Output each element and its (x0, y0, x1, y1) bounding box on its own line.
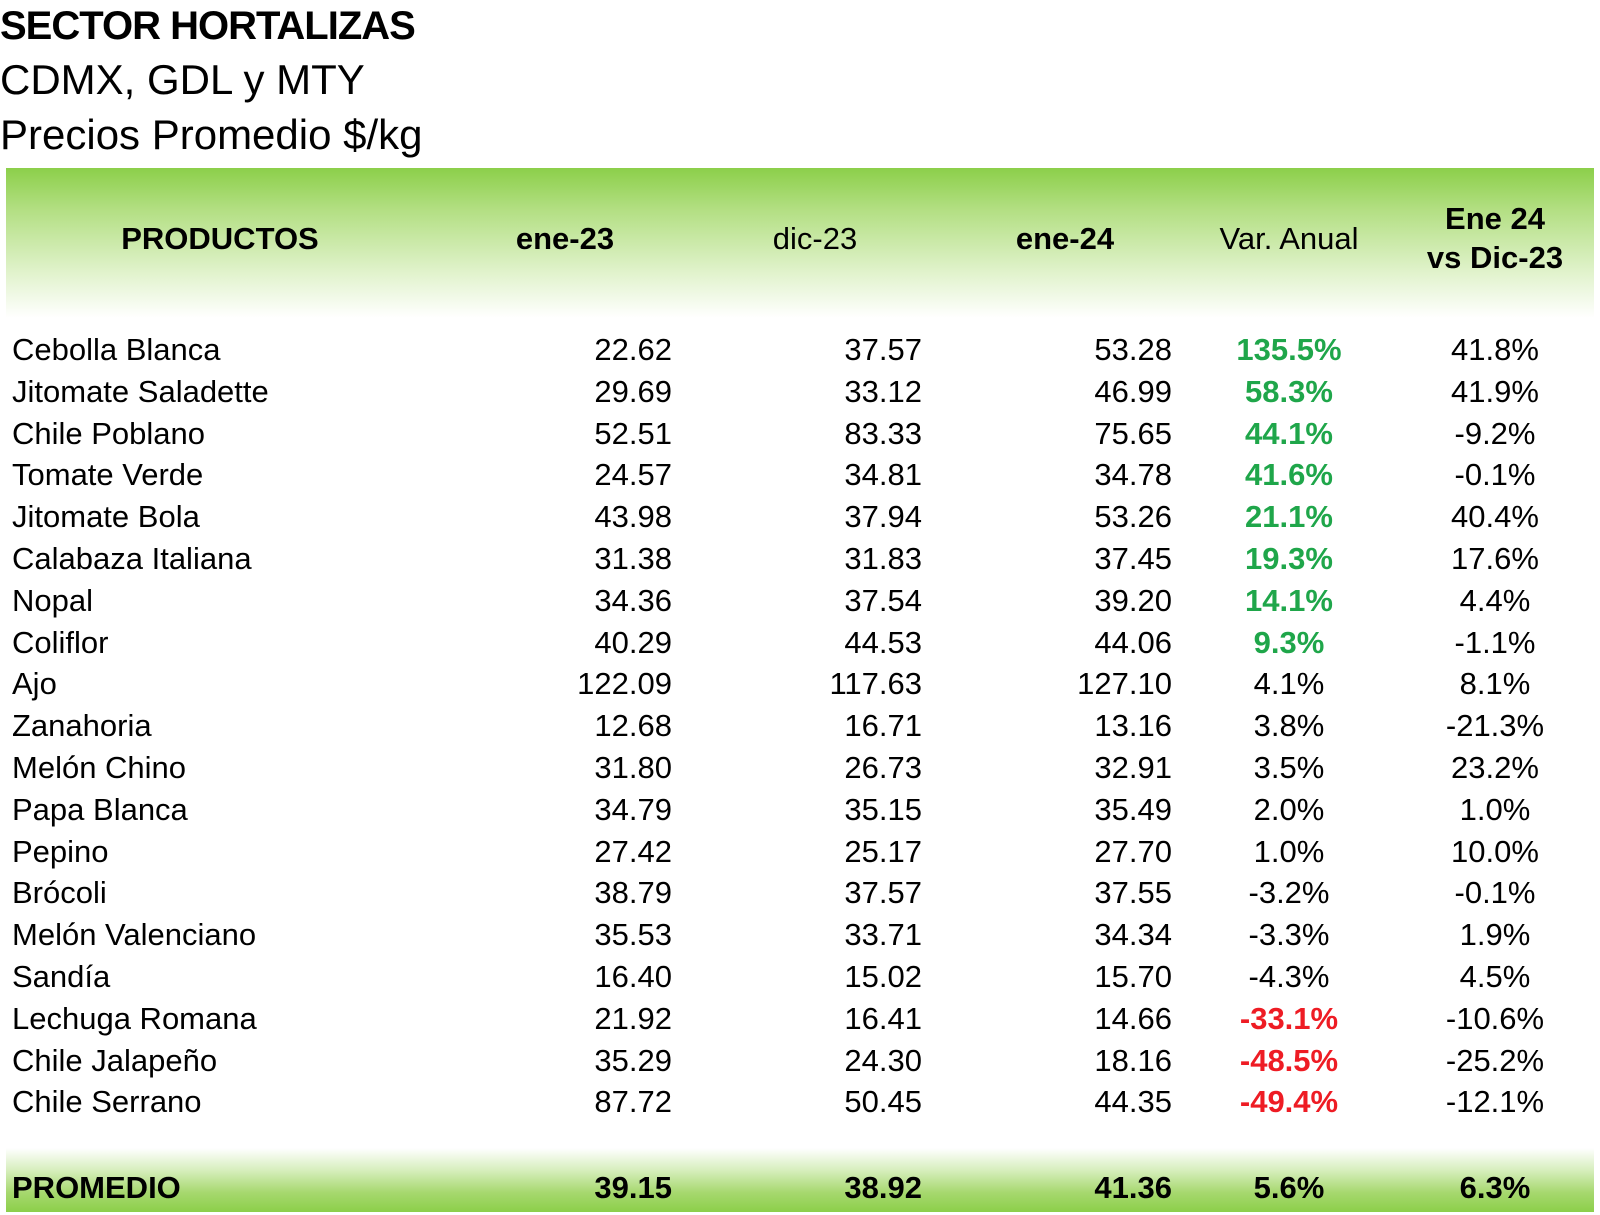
cell-product: Lechuga Romana (12, 1000, 257, 1036)
cell-product: Melón Chino (12, 750, 187, 785)
cell-dic-23: 31.83 (844, 541, 922, 576)
cell-dic-23: 16.71 (844, 708, 922, 744)
cell-ene24-vs-dic23: -0.1% (1454, 457, 1536, 493)
header-ene24-vs-dic23 (1390, 168, 1600, 310)
report-subtitle-cities: CDMX, GDL y MTY (0, 56, 365, 103)
cell-ene-23: 31.80 (594, 750, 672, 785)
cell-ene-24: 14.66 (1094, 1000, 1172, 1036)
footer-ene-23: 39.15 (594, 1170, 672, 1205)
cell-ene24-vs-dic23: 1.9% (1459, 917, 1531, 953)
cell-ene-23: 87.72 (594, 1084, 672, 1120)
cell-ene-24: 32.91 (1094, 750, 1172, 785)
cell-var-anual: 58.3% (1245, 373, 1333, 409)
header-ene-23: ene-23 (515, 220, 615, 256)
cell-var-anual: 14.1% (1245, 582, 1333, 618)
cell-ene-23: 34.36 (594, 582, 672, 618)
cell-ene-24: 53.28 (1094, 332, 1172, 367)
cell-dic-23: 37.94 (844, 499, 922, 535)
cell-var-anual: -33.1% (1239, 1000, 1339, 1036)
table-row (0, 495, 1600, 538)
cell-product: Tomate Verde (12, 457, 204, 493)
cell-ene24-vs-dic23: 23.2% (1451, 750, 1539, 785)
header-products: PRODUCTOS (121, 220, 319, 256)
cell-dic-23: 37.57 (844, 875, 922, 911)
cell-ene-24: 53.26 (1094, 499, 1172, 535)
cell-ene-24: 44.35 (1094, 1084, 1172, 1120)
table-row (0, 453, 1600, 496)
cell-ene-24: 27.70 (1094, 833, 1172, 869)
cell-ene-24: 44.06 (1094, 624, 1172, 660)
cell-dic-23: 25.17 (844, 833, 922, 869)
cell-var-anual: -3.2% (1248, 875, 1330, 911)
cell-dic-23: 117.63 (829, 666, 922, 702)
cell-ene-24: 127.10 (1077, 666, 1172, 702)
cell-var-anual: 2.0% (1253, 791, 1325, 827)
cell-ene24-vs-dic23: 4.5% (1459, 959, 1531, 994)
cell-ene-23: 35.53 (594, 917, 672, 953)
cell-dic-23: 50.45 (844, 1084, 922, 1120)
table-row (0, 1039, 1600, 1082)
cell-product: Ajo (12, 666, 57, 702)
cell-var-anual: 9.3% (1253, 624, 1325, 660)
cell-product: Jitomate Bola (12, 499, 200, 535)
report-title: SECTOR HORTALIZAS (0, 4, 415, 48)
cell-product: Brócoli (12, 875, 107, 911)
cell-ene-24: 39.20 (1094, 582, 1172, 618)
cell-product: Pepino (12, 833, 109, 869)
cell-product: Chile Poblano (12, 415, 206, 451)
cell-product: Coliflor (12, 624, 109, 660)
cell-ene-24: 35.49 (1094, 791, 1172, 827)
cell-dic-23: 33.71 (844, 917, 922, 953)
cell-product: Melón Valenciano (12, 917, 257, 953)
cell-ene-23: 12.68 (594, 708, 672, 744)
cell-ene24-vs-dic23: 41.9% (1451, 373, 1539, 409)
cell-product: Cebolla Blanca (12, 332, 221, 367)
cell-dic-23: 26.73 (844, 750, 922, 785)
table-row (0, 412, 1600, 455)
cell-product: Zanahoria (12, 708, 152, 744)
cell-ene24-vs-dic23: 40.4% (1451, 499, 1539, 535)
cell-ene-23: 29.69 (594, 373, 672, 409)
cell-ene-23: 35.29 (594, 1042, 672, 1078)
cell-ene-24: 37.55 (1094, 875, 1172, 911)
table-row (0, 579, 1600, 622)
table-row (0, 788, 1600, 831)
cell-ene-23: 31.38 (594, 541, 672, 576)
footer-var-anual: 5.6% (1253, 1170, 1325, 1205)
cell-ene-24: 34.34 (1094, 917, 1172, 953)
header-ene-24: ene-24 (1015, 220, 1115, 256)
cell-dic-23: 24.30 (844, 1042, 922, 1078)
cell-var-anual: 44.1% (1245, 415, 1333, 451)
cell-var-anual: 1.0% (1253, 833, 1325, 869)
cell-ene24-vs-dic23: 4.4% (1459, 582, 1531, 618)
table-row (0, 621, 1600, 664)
cell-ene24-vs-dic23: -1.1% (1454, 624, 1536, 660)
cell-ene-23: 43.98 (594, 499, 672, 535)
cell-var-anual: 41.6% (1245, 457, 1333, 493)
cell-var-anual: -4.3% (1248, 959, 1330, 994)
table-row (0, 871, 1600, 914)
cell-ene-23: 16.40 (594, 959, 672, 994)
header-vs-line2: vs Dic-23 (1426, 240, 1564, 275)
cell-ene-24: 15.70 (1094, 959, 1172, 994)
cell-product: Nopal (12, 582, 93, 618)
header-vs-line1: Ene 24 (1445, 201, 1545, 237)
cell-ene-23: 38.79 (594, 875, 672, 911)
cell-ene-24: 18.16 (1094, 1042, 1172, 1078)
cell-ene24-vs-dic23: 17.6% (1451, 541, 1539, 576)
cell-dic-23: 37.54 (844, 582, 922, 618)
cell-ene-23: 40.29 (594, 624, 672, 660)
cell-ene24-vs-dic23: -9.2% (1454, 415, 1536, 451)
cell-ene-23: 21.92 (594, 1000, 672, 1036)
cell-var-anual: -3.3% (1248, 917, 1330, 953)
cell-ene24-vs-dic23: -0.1% (1454, 875, 1536, 911)
cell-ene24-vs-dic23: -21.3% (1445, 708, 1545, 744)
cell-dic-23: 34.81 (844, 457, 922, 493)
table-row (0, 537, 1600, 580)
cell-ene24-vs-dic23: -25.2% (1445, 1042, 1545, 1078)
cell-var-anual: -48.5% (1239, 1042, 1339, 1078)
cell-ene24-vs-dic23: 1.0% (1459, 791, 1531, 827)
cell-var-anual: -49.4% (1239, 1084, 1339, 1120)
cell-dic-23: 33.12 (844, 373, 922, 409)
table-row (0, 997, 1600, 1040)
cell-ene-23: 27.42 (594, 833, 672, 869)
cell-var-anual: 135.5% (1236, 332, 1342, 367)
table-row (0, 662, 1600, 705)
cell-var-anual: 4.1% (1253, 666, 1325, 702)
header-var-anual: Var. Anual (1219, 220, 1359, 256)
cell-ene-23: 122.09 (577, 666, 672, 702)
footer-dic-23: 38.92 (844, 1170, 922, 1205)
cell-var-anual: 3.5% (1253, 750, 1325, 785)
cell-ene24-vs-dic23: 8.1% (1459, 666, 1531, 702)
table-row (0, 913, 1600, 956)
cell-product: Calabaza Italiana (12, 541, 252, 576)
cell-var-anual: 19.3% (1245, 541, 1333, 576)
cell-ene-23: 24.57 (594, 457, 672, 493)
table-row (0, 830, 1600, 873)
footer-label: PROMEDIO (12, 1170, 181, 1205)
cell-dic-23: 44.53 (844, 624, 922, 660)
cell-var-anual: 3.8% (1253, 708, 1325, 744)
cell-ene24-vs-dic23: -10.6% (1445, 1000, 1545, 1036)
cell-ene-24: 13.16 (1094, 708, 1172, 744)
cell-dic-23: 16.41 (844, 1000, 922, 1036)
cell-dic-23: 37.57 (844, 332, 922, 367)
cell-ene24-vs-dic23: 41.8% (1451, 332, 1539, 367)
cell-ene-24: 46.99 (1094, 373, 1172, 409)
cell-ene-23: 34.79 (594, 791, 672, 827)
cell-product: Jitomate Saladette (12, 373, 269, 409)
table-footer-row (0, 1166, 1600, 1209)
cell-product: Sandía (12, 959, 111, 994)
cell-dic-23: 35.15 (844, 791, 922, 827)
table-row (0, 328, 1600, 371)
table-row (0, 370, 1600, 413)
cell-ene-23: 22.62 (594, 332, 672, 367)
table-row (0, 955, 1600, 998)
footer-ene24-vs-dic23: 6.3% (1459, 1170, 1531, 1205)
cell-ene-24: 75.65 (1094, 415, 1172, 451)
cell-ene-23: 52.51 (594, 415, 672, 451)
cell-product: Chile Serrano (12, 1084, 202, 1120)
footer-ene-24: 41.36 (1094, 1170, 1172, 1205)
cell-ene-24: 37.45 (1094, 541, 1172, 576)
cell-ene-24: 34.78 (1094, 457, 1172, 493)
table-row (0, 1080, 1600, 1123)
cell-ene24-vs-dic23: -12.1% (1445, 1084, 1545, 1120)
report-subtitle-units: Precios Promedio $/kg (0, 111, 423, 158)
header-dic-23: dic-23 (772, 220, 858, 256)
cell-product: Chile Jalapeño (12, 1042, 218, 1078)
table-row (0, 704, 1600, 747)
table-row (0, 746, 1600, 789)
cell-var-anual: 21.1% (1245, 499, 1333, 535)
cell-dic-23: 15.02 (844, 959, 922, 994)
cell-dic-23: 83.33 (844, 415, 922, 451)
cell-product: Papa Blanca (12, 791, 188, 827)
cell-ene24-vs-dic23: 10.0% (1451, 833, 1539, 869)
